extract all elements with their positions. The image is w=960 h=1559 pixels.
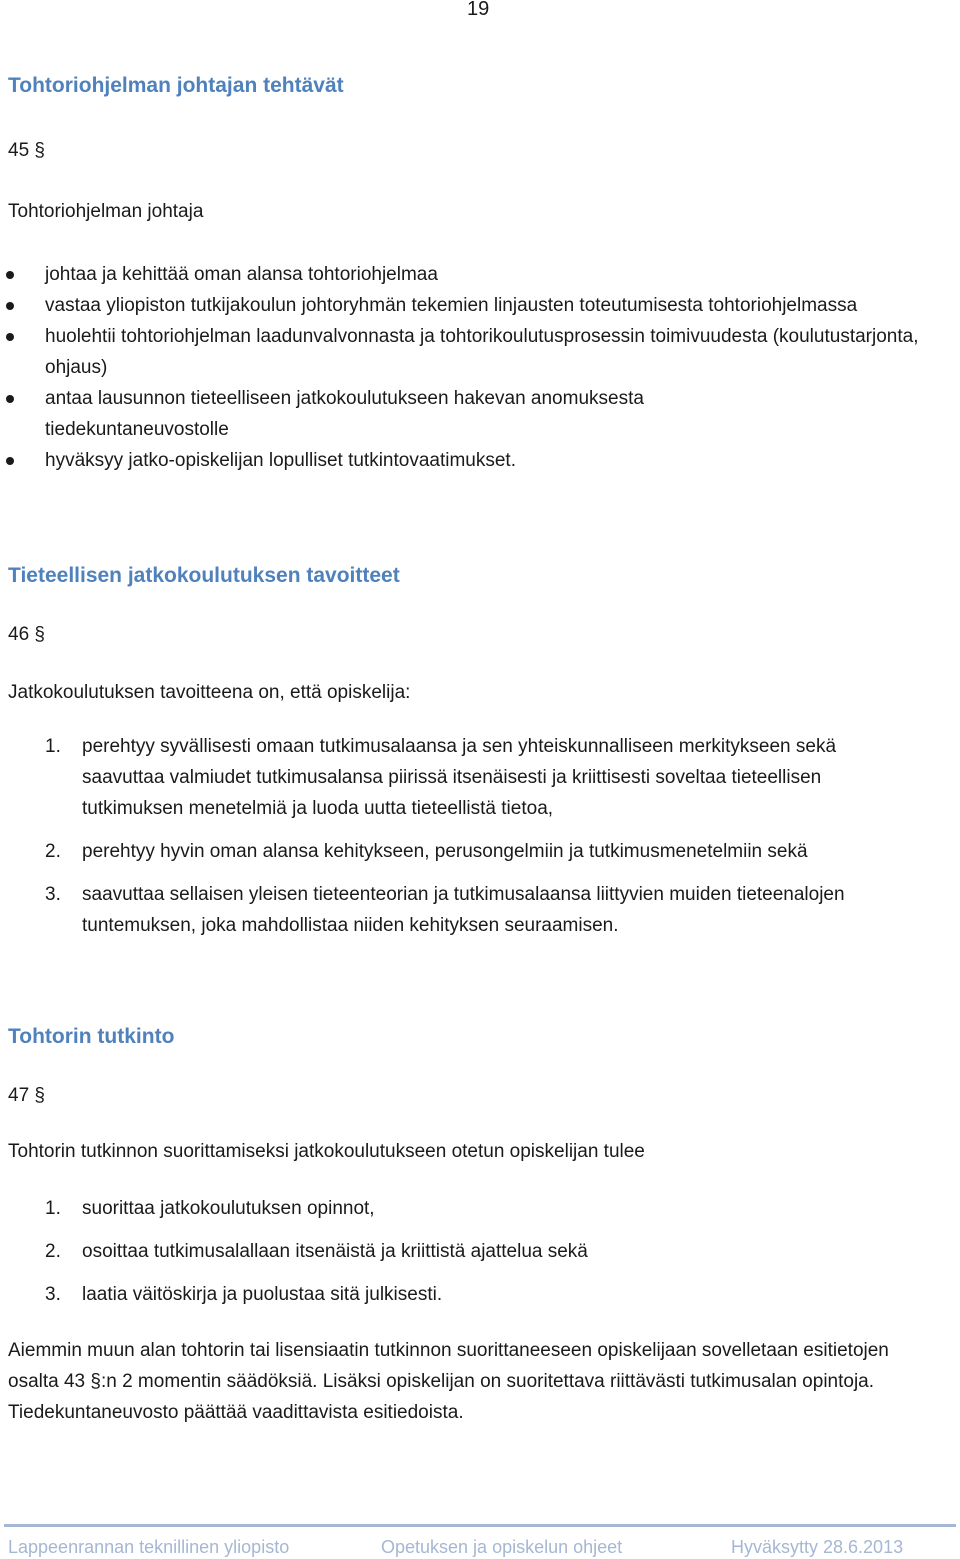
bullet-icon [6,333,14,341]
list-item: 1. suorittaa jatkokoulutuksen opinnot, [45,1198,375,1219]
list-item: 2. perehtyy hyvin oman alansa kehitykseen, perusongelmiin ja tutkimusmenetelmiin sekä [45,841,808,862]
section-heading-46: Tieteellisen jatkokoulutuksen tavoitteet [8,564,400,587]
duties-bullet-list [0,259,945,476]
footer-approval-date: Hyväksytty 28.6.2013 [731,1537,904,1557]
list-item: johtaa ja kehittää oman alansa tohtoriohjelmaa [0,259,945,290]
page-number: 19 [467,0,490,20]
prior-degree-paragraph: Aiemmin muun alan tohtorin tai lisensiaatin tutkinnon suorittaneeseen opiskelijaan sovelletaan esitietojen osalta 43 §:n 2 momentin säädöksiä. Lisäksi opiskelijan on suoritettava riittävästi tutkimusalan opintoja. Tiedekuntaneuvosto päättää vaadittavista esitiedoista. [8,1340,889,1423]
section-number-46: 46 § [8,624,45,645]
section-heading-47: Tohtorin tutkinto [8,1025,175,1048]
bullet-icon [6,271,14,279]
degree-requirements-list [0,1193,922,1310]
footer-university: Lappeenrannan teknillinen yliopisto [8,1537,290,1557]
goals-numbered-list [0,731,922,941]
section-heading-45: Tohtoriohjelman johtajan tehtävät [8,74,344,97]
bullet-icon [6,302,14,310]
list-item: 3. saavuttaa sellaisen yleisen tieteenteorian ja tutkimusalaansa liittyvien muiden tieteenalojen tuntemuksen, joka mahdollistaa niiden kehityksen seuraamisen. [45,884,845,936]
section-intro-46: Jatkokoulutuksen tavoitteena on, että opiskelija: [8,682,411,703]
list-item: 1. perehtyy syvällisesti omaan tutkimusalaansa ja sen yhteiskunnalliseen merkitykseen sekä saavuttaa valmiudet tutkimusalansa piirissä itsenäisesti ja kriittisesti soveltaa tieteellisen tutkimuksen menetelmiä ja luoda uutta tieteellistä tietoa, [45,736,837,819]
bullet-icon [6,395,14,403]
section-intro-47: Tohtorin tutkinnon suorittamiseksi jatkokoulutukseen otetun opiskelijan tulee [8,1141,645,1162]
footer-document-title: Opetuksen ja opiskelun ohjeet [381,1537,623,1557]
list-item: 3. laatia väitöskirja ja puolustaa sitä julkisesti. [45,1284,443,1305]
list-item: hyväksyy jatko-opiskelijan lopulliset tutkintovaatimukset. [0,445,945,476]
list-item: huolehtii tohtoriohjelman laadunvalvonnasta ja tohtorikoulutusprosessin toimivuudesta (koulutustarjonta, ohjaus) [0,321,925,383]
list-item: vastaa yliopiston tutkijakoulun johtoryhmän tekemien linjausten toteutumisesta tohtoriohjelmassa [0,290,885,321]
bullet-icon [6,457,14,465]
list-item: antaa lausunnon tieteelliseen jatkokoulutukseen hakevan anomuksesta tiedekuntaneuvostolle [0,383,805,445]
list-item: 2. osoittaa tutkimusalallaan itsenäistä ja kriittistä ajattelua sekä [45,1241,588,1262]
section-number-45: 45 § [8,140,45,161]
section-number-47: 47 § [8,1085,45,1106]
section-intro-45: Tohtoriohjelman johtaja [8,201,204,222]
footer-divider [4,1524,956,1527]
